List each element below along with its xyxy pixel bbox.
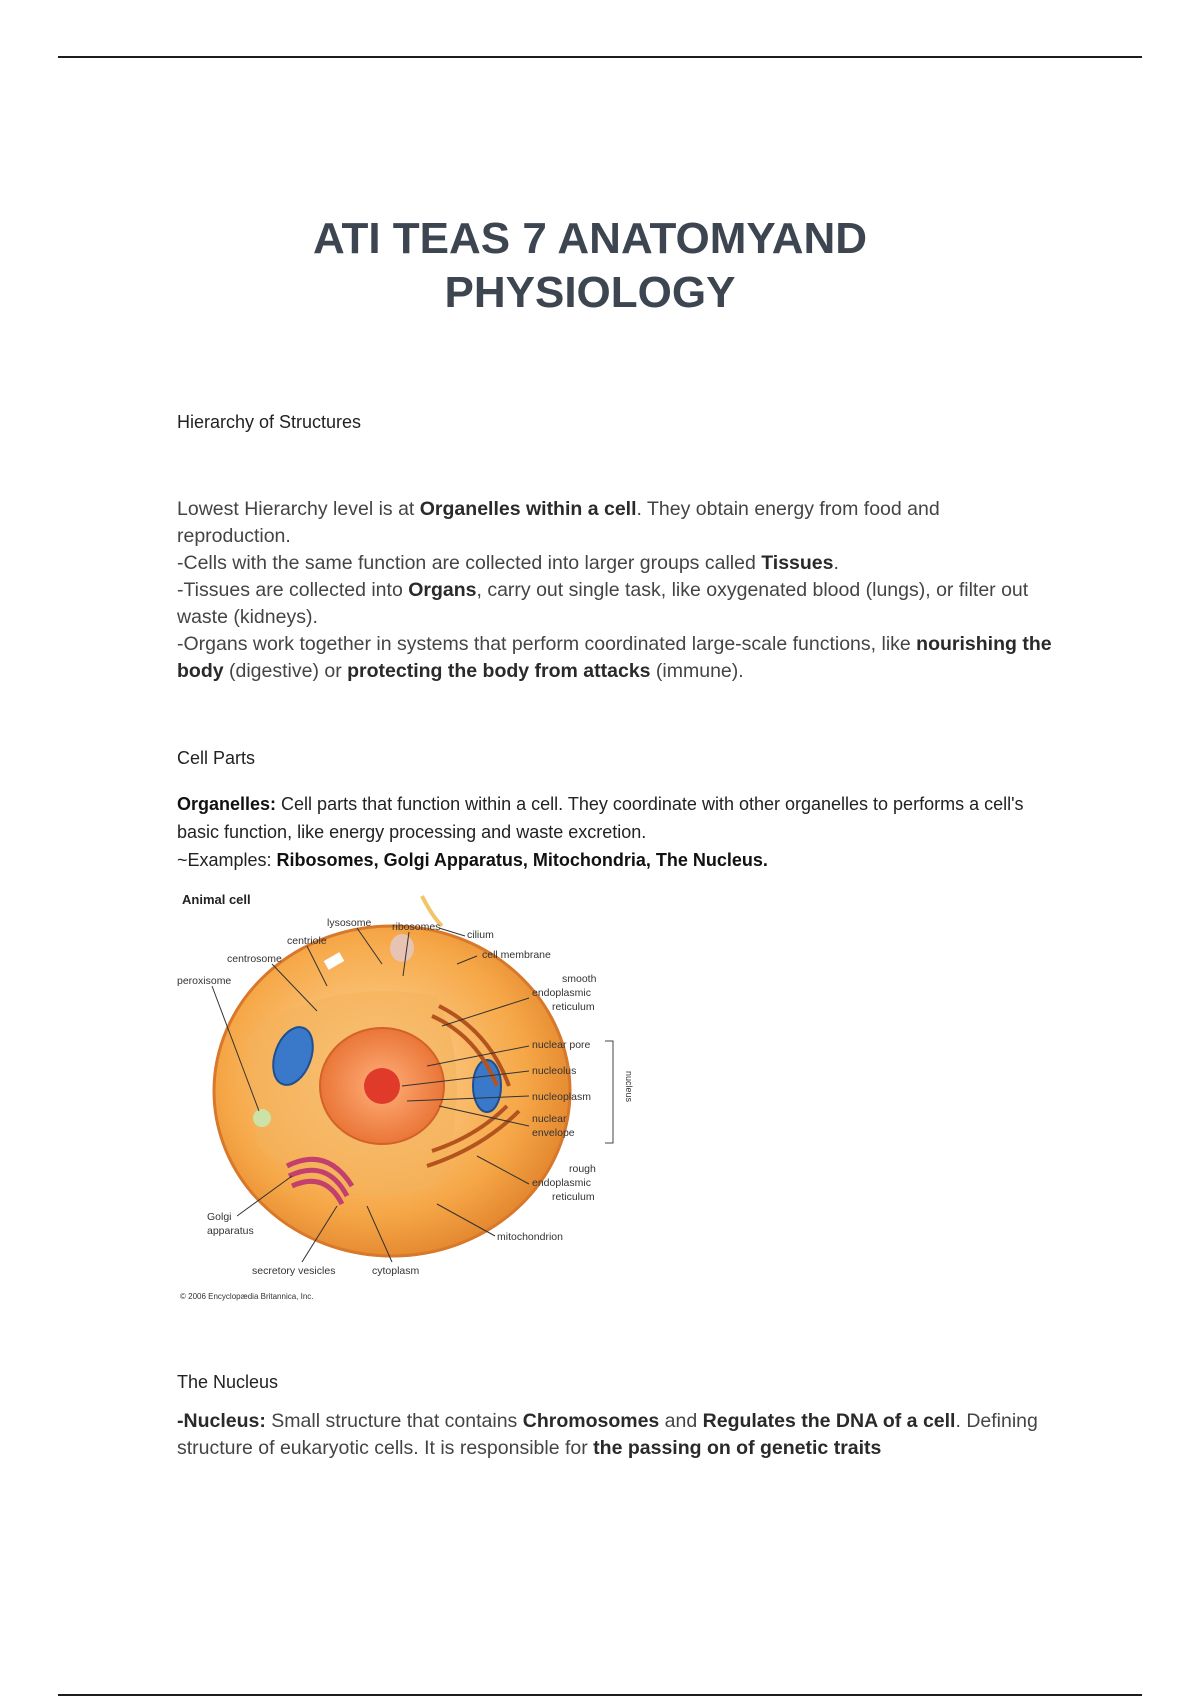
lysosome-body (390, 934, 414, 962)
label-smooth-reticulum: reticulum (552, 1001, 595, 1013)
hierarchy-line-4: -Organs work together in systems that perform coordinated large-scale functions, like nourishing the body (digestive) or protecting the body from attacks (immune). (177, 633, 1052, 682)
title-line-1: ATI TEAS 7 ANATOMYAND (312, 214, 868, 263)
label-peroxisome: peroxisome (177, 975, 232, 987)
nucleolus-body (364, 1068, 400, 1104)
label-smooth-endoplasmic: endoplasmic (532, 987, 591, 999)
top-rule (58, 56, 1142, 58)
label-nuclear-pore: nuclear pore (532, 1039, 591, 1051)
label-nucleus: nucleus (624, 1071, 634, 1103)
label-cytoplasm: cytoplasm (372, 1265, 420, 1277)
label-cilium: cilium (467, 929, 494, 941)
hierarchy-paragraph (177, 496, 1057, 685)
hierarchy-heading: Hierarchy of Structures (177, 412, 362, 432)
label-centrosome: centrosome (227, 953, 282, 965)
label-rough-reticulum: reticulum (552, 1191, 595, 1203)
label-ribosomes: ribosomes (392, 921, 441, 933)
organelles-definition: Organelles: Cell parts that function within a cell. They coordinate with other organelles to performs a cell's basic function, like energy processing and waste excretion. (177, 794, 1024, 842)
label-apparatus: apparatus (207, 1225, 254, 1237)
organelles-examples: ~Examples: Ribosomes, Golgi Apparatus, Mitochondria, The Nucleus. (177, 850, 768, 870)
hierarchy-line-2: -Cells with the same function are collected into larger groups called Tissues. (177, 552, 839, 574)
label-secretory-vesicles: secretory vesicles (252, 1265, 336, 1277)
title-line-2: PHYSIOLOGY (444, 268, 736, 317)
label-lysosome: lysosome (327, 917, 372, 929)
nucleus-heading: The Nucleus (177, 1372, 279, 1392)
bottom-rule (58, 1694, 1142, 1696)
hierarchy-line-3: -Tissues are collected into Organs, carry out single task, like oxygenated blood (lungs), or filter out waste (kidneys). (177, 579, 1029, 628)
figure-credit: © 2006 Encyclopædia Britannica, Inc. (180, 1292, 314, 1301)
figure-title: Animal cell (182, 892, 251, 907)
animal-cell-diagram (177, 886, 677, 1316)
hierarchy-line-1: Lowest Hierarchy level is at Organelles within a cell. They obtain energy from food and reproduction. (177, 498, 940, 547)
label-nuclear: nuclear (532, 1113, 567, 1125)
label-envelope: envelope (532, 1127, 575, 1139)
page-title (180, 212, 1000, 320)
label-mitochondrion: mitochondrion (497, 1231, 563, 1243)
label-cell-membrane: cell membrane (482, 949, 551, 961)
cell-parts-paragraph (177, 790, 1057, 874)
label-nucleoplasm: nucleoplasm (532, 1091, 591, 1103)
label-centriole: centriole (287, 935, 327, 947)
label-smooth: smooth (562, 973, 597, 985)
label-golgi: Golgi (207, 1211, 232, 1223)
nucleus-bracket (605, 1041, 613, 1143)
label-nucleolus: nucleolus (532, 1065, 577, 1077)
peroxisome-body (253, 1109, 271, 1127)
cell-parts-heading: Cell Parts (177, 748, 256, 768)
nucleus-paragraph (177, 1408, 1057, 1462)
label-rough: rough (569, 1163, 596, 1175)
label-rough-endoplasmic: endoplasmic (532, 1177, 591, 1189)
nucleus-text: -Nucleus: Small structure that contains Chromosomes and Regulates the DNA of a cell. Defining structure of eukaryotic cells. It is responsible for the passing on of genetic traits (177, 1410, 1038, 1459)
